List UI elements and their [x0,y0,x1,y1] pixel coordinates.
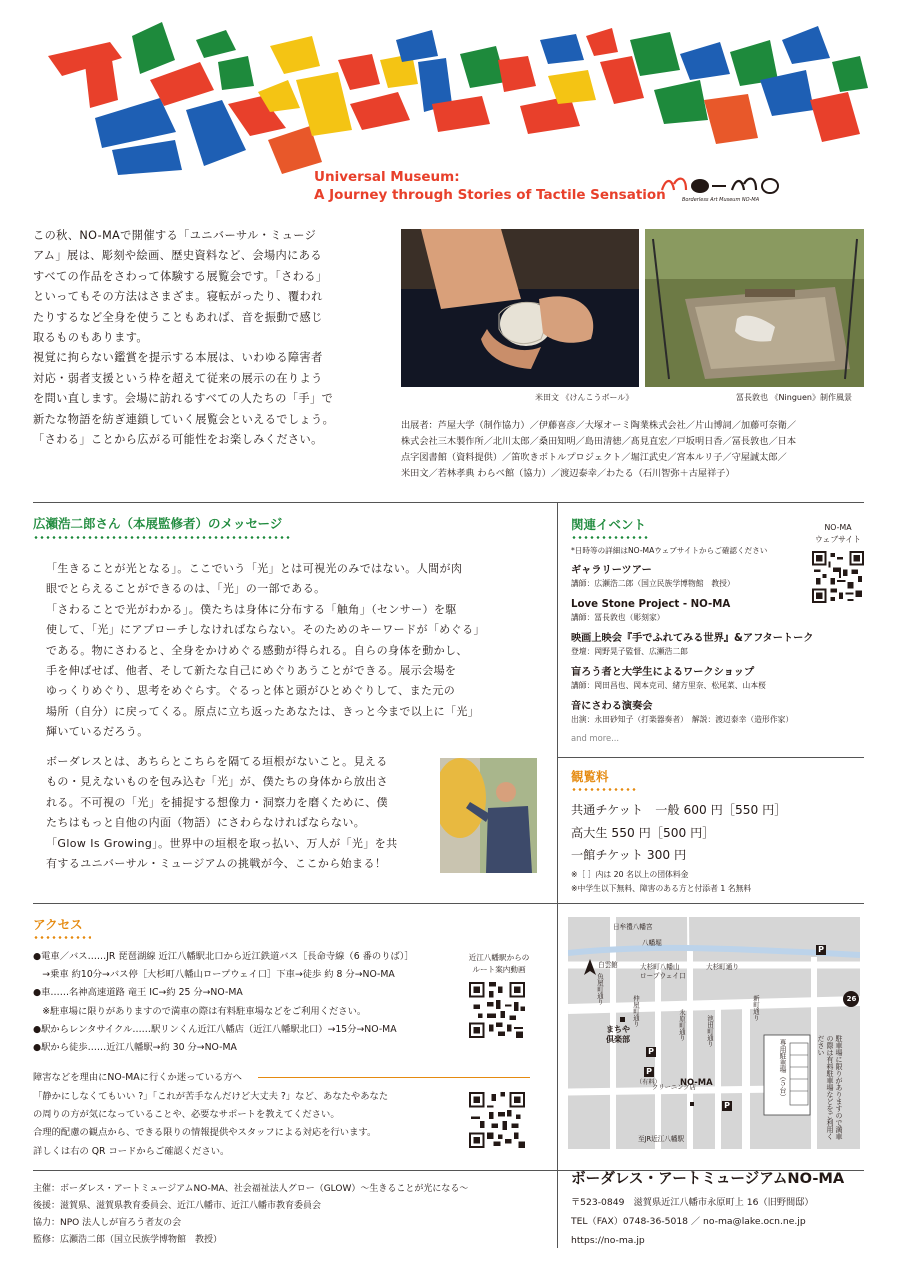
message-line: 「Glow Is Growing」。世界中の垣根を取っ払い、万人が「光」を共 [46,836,398,850]
exhibitors-line: 米田文／若林孝典 わらべ館（協力）／渡辺泰幸／わたる（石川智弥＋古屋祥子） [401,468,735,479]
tickets-heading: 観覧料 [571,769,609,784]
route-video-qr-code[interactable] [469,982,525,1038]
message-line: 「生きることが光となる」。ここでいう「光」とは可視光のみではない。人間が肉 [46,562,463,575]
access-heading-dots [33,936,91,939]
photo-caption-1: 米田文 《けんこうボール》 [535,393,634,402]
title-en [314,168,666,204]
tickets-prices [571,799,787,867]
map-parking-3: P [644,1067,654,1077]
exhibitors-line: 株式会社三木製作所／北川太郎／桑田知明／島田清徳／髙見直宏／戸坂明日香／冨長敦也／日本 [401,436,797,447]
map-parking-2: P [646,1047,656,1057]
event-title: 盲ろう者と大学生によるワークショップ [571,667,755,678]
credits [33,1181,468,1249]
access-line: ●駅からレンタサイクル……駅リンくん近江八幡店（近江八幡駅北口）→15分→NO-MA [33,1023,397,1035]
website-qr-code[interactable] [812,551,864,603]
title-en-line2: A Journey through Stories of Tactile Sensation [314,187,666,203]
access-line: ●車……名神高速道路 竜王 IC→約 25 分→NO-MA [33,987,243,999]
intro-text [33,226,378,450]
support-heading: 障害などを理由にNO-MAに行くか迷っている方へ [33,1072,242,1083]
support-text [33,1088,388,1161]
intro-line: を問い直します。会場に訪れるすべての人たちの「手」で [33,392,334,406]
event-item [571,665,811,699]
map-label-shinmachi: 新町通り [752,995,760,1021]
message-line: 「さわることで光がわかる」。僕たちは身体に分布する「触角」（センサー）を駆 [46,602,457,616]
map-parking-box: 専用駐車場（５台） [778,1039,786,1101]
map-label-yuryo: （有料） [636,1079,661,1086]
events-heading: 関連イベント [571,517,647,532]
credit-line: 後援：滋賀県、滋賀県教育委員会、近江八幡市、近江八幡市教育委員会 [33,1201,322,1211]
map-label-ikeda: 池田町通り [706,1015,714,1047]
support-qr-code[interactable] [469,1092,525,1148]
message-line: もの・見えないものを包み込む「光」が、僕たちの身体から放出さ [46,775,388,789]
map-parking-4: P [722,1101,732,1111]
map-route-26: 26 [846,995,857,1003]
intro-line: すべての作品をさわって体験する展覧会です。「さわる」 [33,269,328,283]
message-heading-dots [33,536,291,539]
intro-line: アム」展は、彫刻や絵画、歴史資料など、会場内にある [33,249,322,263]
events-qr-label [812,522,864,546]
ticket-line: 高大生 550 円［500 円］ [571,825,715,840]
access-line: ※駐車場に限りがありますので満車の際は有料駐車場などをご利用ください。 [33,1005,367,1017]
map-label-uoya: 魚屋町通り [596,973,604,1005]
tickets-heading-dots [571,788,637,791]
message-text-2 [46,752,436,874]
support-line: 合理的配慮の観点から、できる限りの情報提供やスタッフによる対応を行います。 [33,1127,377,1139]
divider [33,502,864,503]
map-label-eiharacho: 永原町通り [678,1009,686,1041]
noma-logo-sub: Borderless Art Museum NO-MA [682,197,760,203]
exhibitors-line: 出展者：芦屋大学（制作協力）／伊藤喜彦／大塚オーミ陶業株式会社／片山博詞／加藤可奈衛／ [401,420,797,431]
map-label-machiya: まちや 倶楽部 [606,1025,630,1044]
museum-url-link[interactable]: https://no-ma.jp [571,1235,645,1246]
access-line: ●駅から徒歩……近江八幡駅→約 30 分→NO-MA [33,1042,237,1054]
access-map [568,917,860,1149]
access-heading: アクセス [33,917,83,932]
message-line: 眼でとらえることができるのは、「光」の一部である。 [46,582,326,596]
intro-line: 「さわる」ことから広がる可能性をお楽しみください。 [33,433,323,447]
support-line: 「静かにしなくてもいい ?」「これが苦手なんだけど大丈夫 ?」など、あなたやあなた [33,1091,389,1102]
map-label-hiyoshi: 日牟禮八幡宮 [613,923,653,931]
events-more: and more... [571,733,620,743]
message-line: 輝いているだろう。 [46,725,149,739]
map-label-noma: NO-MA [680,1077,713,1087]
credit-line: 協力：NPO 法人しが盲ろう者友の会 [33,1218,182,1228]
noma-logo [656,170,816,210]
map-label-osugi: 大杉町通り [706,963,739,971]
map-label-shirakumo: 白雲館 [598,961,618,969]
noma-logo-mark [656,170,816,198]
divider [557,757,864,758]
route-qr-label [466,952,532,976]
map-label-hachimanbori: 八幡堀 [642,939,662,947]
access-line: ●電車／バス……JR 琵琶湖線 近江八幡駅北口から近江鉄道バス［長命寺線（6 番のりば）］ [33,951,414,962]
map-parking-note: 駐車場に限りがありますので満車の際は有料駐車場などをご利用ください [817,1035,843,1140]
museum-info [571,1165,844,1250]
column-divider [557,503,558,903]
exhibitors-line: 点字図書館（資料提供）／笛吹きボトルプロジェクト／堀江武史／宮本ルリ子／守屋誠太郎／ [401,452,787,463]
events-list [571,563,814,729]
route-qr-label-2: ルート案内動画 [472,965,526,974]
intro-line: といってもその方法はさまざま。寝転がったり、覆われ [33,290,323,304]
credit-line: 主催：ボーダレス・アートミュージアムNO-MA、社会福祉法人グロー（GLOW）～生きることが光になる～ [33,1184,469,1194]
message-line: ゆっくりめぐり、思考をめぐらす。ぐるっと体と頭がひとめぐりして、また元の [46,684,456,698]
ticket-line: 一館チケット 300 円 [571,848,687,862]
title-en-line1: Universal Museum: [314,169,460,185]
event-title: ギャラリーツアー [571,565,652,576]
event-item [571,563,811,597]
intro-line: 視覚に拘らない鑑賞を提示する本展は、いわゆる障害者 [33,351,323,365]
museum-contact[interactable]: TEL（FAX）0748-36-5018 ／ no-ma@lake.ocn.ne.jp [571,1216,806,1227]
credit-line: 監修：広瀬浩二郎（国立民族学博物館 教授） [33,1235,223,1245]
event-item [571,631,814,665]
museum-name: ボーダレス・アートミュージアムNO-MA [571,1170,845,1187]
support-line: の周りの方が気になっていることや、必要なサポートを教えてください。 [33,1109,340,1121]
message-line: 使して、「光」にアプローチしなければならない。そのためのキーワードが「めぐる」 [46,623,485,637]
map-label-ropeway: 大杉町八幡山 ロープウェイ口 [640,963,686,980]
intro-line: 取るものもあります。 [33,331,148,345]
message-line: 有するユニバーサル・ミュージアムの挑戦が今、ここから始まる！ [46,857,387,871]
message-line: れる。不可視の「光」を捕捉する想像力・洞察力を磨くために、僕 [46,795,388,809]
ticket-line: 共通チケット 一般 600 円［550 円］ [571,803,787,817]
event-item [571,597,811,631]
message-line: である。物にさわると、全身をかけめぐる感動が得られる。自らの身体を動かし、 [46,643,468,657]
event-item [571,699,811,729]
message-heading: 広瀬浩二郎さん（本展監修者）のメッセージ [33,516,283,531]
map-label-station: 至JR近江八幡駅 [638,1135,685,1143]
message-line: 手を伸ばせば、他者、そして新たな自己にめぐりあうことができる。展示会場を [46,664,457,678]
intro-line: たりするなど全身を使うこともあれば、音を振動で感じ [33,310,323,324]
events-qr-label-1: NO-MA [824,523,852,532]
message-line: ボーダレスとは、あちらとこちらを隔てる垣根がないこと。見える [46,755,388,768]
divider [33,903,864,904]
event-detail: 講師：広瀬浩二郎（国立民族学博物館 教授） [571,579,735,588]
message-line: たちはもっと自他の内面（物語）にさわらなければならない。 [46,816,366,830]
event-detail: 出演：永田砂知子（打楽器奏者） 解説：渡辺泰幸（造形作家） [571,715,794,724]
route-qr-label-1: 近江八幡駅からの [468,953,530,962]
event-detail: 講師：岡田昌也、岡本克司、緒方里奈、松尾菜、山本桜 [571,681,766,690]
photo-curator [440,758,537,873]
event-detail: 登壇：岡野晃子監督、広瀬浩二郎 [571,647,688,656]
event-title: Love Stone Project - NO-MA [571,599,731,610]
intro-line: この秋、NO-MAで開催する「ユニバーサル・ミュージ [33,229,317,242]
map-label-cleaning: クリーニング店 [652,1084,696,1091]
photo-ninguen [645,229,864,387]
tickets-notes [571,868,751,896]
message-text [46,559,538,743]
map-label-nakamura: 仲屋町通り [632,995,640,1027]
events-note: *日時等の詳細はNO-MAウェブサイトからご確認ください [571,546,768,555]
photo-kenko-ball [401,229,639,387]
intro-line: 新たな物語を紡ぎ連鎖していく展覧会といえるでしょう。 [33,412,335,426]
photo-caption-2: 冨長敦也 《Ninguen》制作風景 [736,393,852,402]
message-line: 場所（自分）に戻ってくる。原点に立ち返ったあなたは、きっと今まで以上に「光」 [46,704,480,718]
map-divider [557,903,558,1248]
ticket-note: ※［ ］内は 20 名以上の団体料金 [571,870,689,879]
support-line: 詳しくは右の QR コードからご確認ください。 [33,1145,230,1157]
event-title: 映画上映会『手でふれてみる世界』&アフタートーク [571,633,814,644]
events-heading-dots [571,536,649,539]
access-list [33,948,414,1057]
access-line: →乗車 約10分→バス停［大杉町八幡山ロープウェイ口］下車→徒歩 約 8 分→NO-MA [33,969,395,981]
events-qr-label-2: ウェブサイト [815,535,861,544]
exhibitors-list [401,418,867,482]
museum-address: 〒523-0849 滋賀県近江八幡市永原町上 16（旧野間邸） [571,1197,814,1208]
map-parking-1: P [816,945,826,955]
intro-line: 対応・弱者支援という枠を超えて従来の展示の在りよう [33,371,323,385]
event-title: 音にさわる演奏会 [571,701,653,712]
event-detail: 講師：冨長敦也（彫刻家） [571,613,665,622]
support-rule [258,1077,530,1078]
ticket-note: ※中学生以下無料、障害のある方と付添者 1 名無料 [571,884,752,893]
